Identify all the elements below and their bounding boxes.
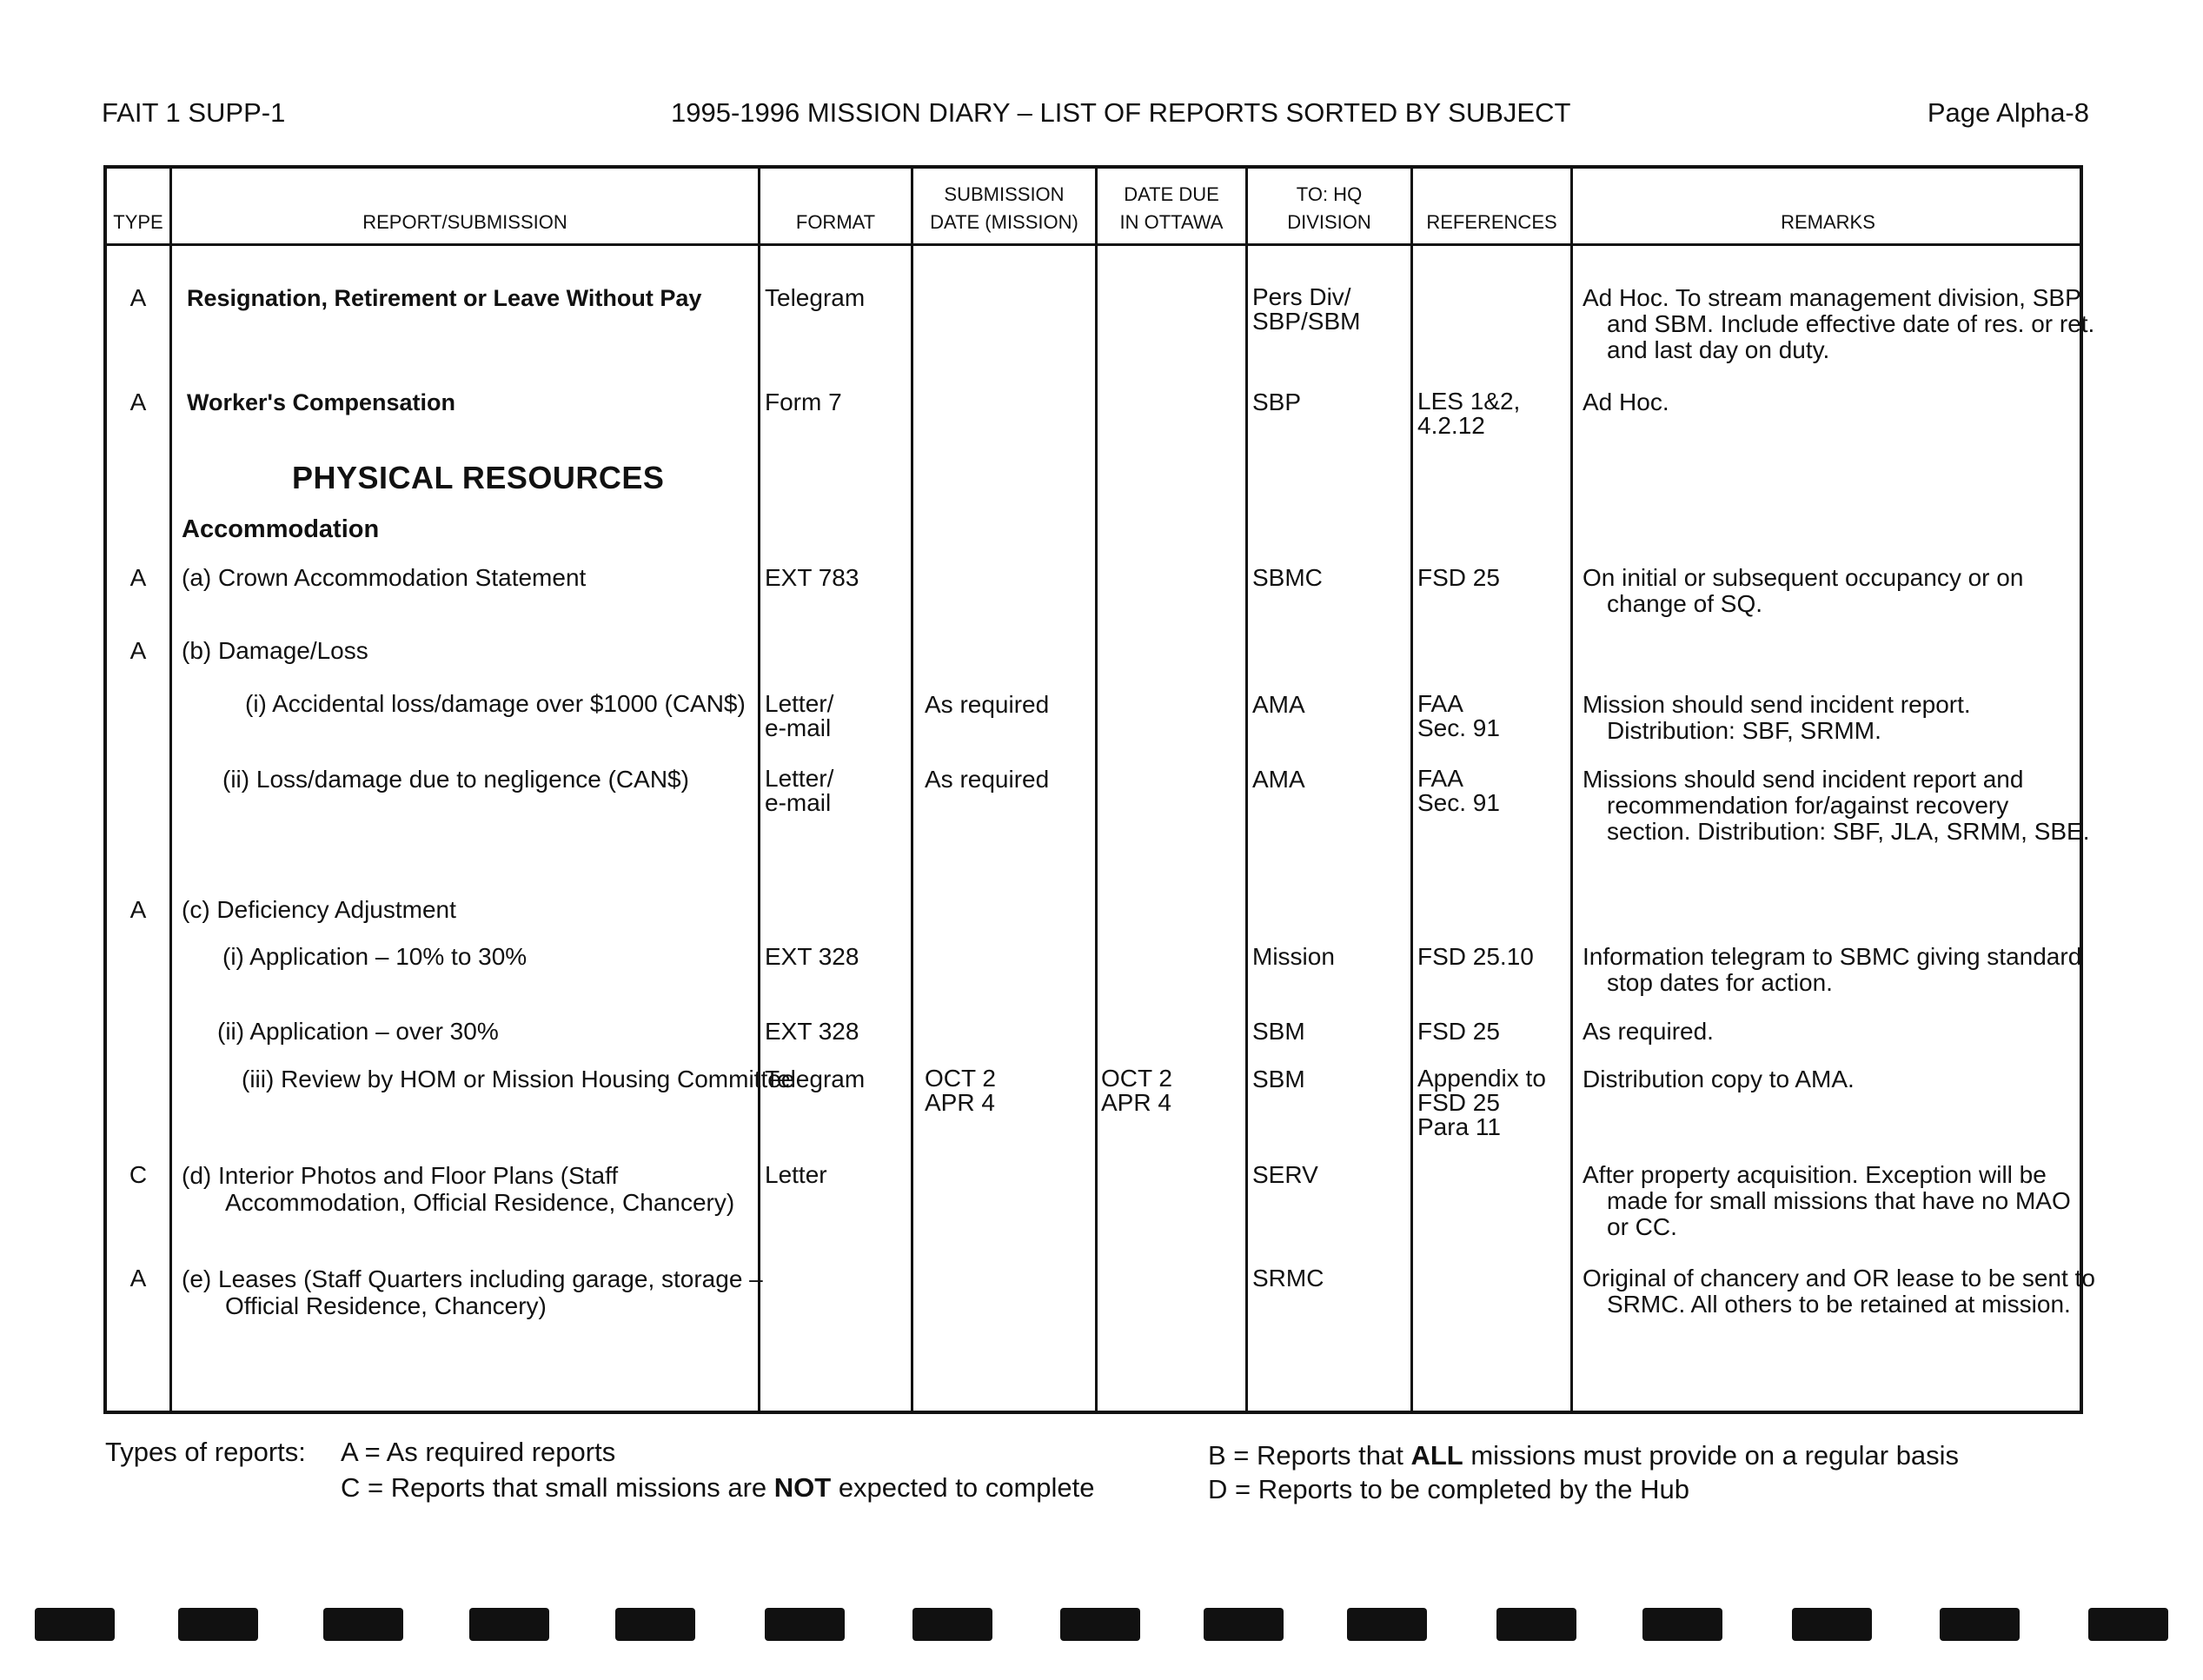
legend-type-c: C = Reports that small missions are NOT expected to complete	[341, 1472, 1095, 1503]
row-type: A	[129, 896, 147, 923]
row-format: Telegram	[765, 1066, 866, 1092]
row-report: (i) Accidental loss/damage over $1000 (CAN$)	[245, 690, 746, 717]
col-header-hq-division: TO: HQ DIVISION	[1287, 183, 1371, 233]
row-hq-division: AMA	[1252, 691, 1305, 718]
row-format: EXT 328	[765, 1018, 859, 1045]
legend-type-b: B = Reports that ALL missions must provide on a regular basis	[1208, 1440, 1960, 1471]
punch-mark	[1642, 1608, 1722, 1641]
col-header-submission-date: SUBMISSION DATE (MISSION)	[930, 183, 1078, 233]
row-hq-division: SERV	[1252, 1161, 1318, 1188]
row-format: Letter/ e-mail	[765, 765, 834, 816]
row-type: A	[129, 388, 147, 415]
row-date-due: OCT 2 APR 4	[1101, 1065, 1172, 1116]
subheading: Accommodation	[182, 515, 380, 543]
row-references: FSD 25	[1417, 1018, 1500, 1045]
row-type: A	[129, 637, 147, 664]
row-report: (i) Application – 10% to 30%	[222, 943, 528, 970]
punch-mark	[1496, 1608, 1576, 1641]
punch-mark	[912, 1608, 992, 1641]
legend-type-a: A = As required reports	[341, 1437, 616, 1467]
reports-table	[103, 165, 2095, 1414]
column-divider	[1245, 169, 1248, 1411]
row-format: Form 7	[765, 388, 842, 415]
row-report: (a) Crown Accommodation Statement	[182, 564, 587, 591]
document-title: 1995-1996 MISSION DIARY – LIST OF REPORTS SORTED BY SUBJECT	[671, 97, 1571, 128]
row-report: (ii) Loss/damage due to negligence (CAN$)	[222, 766, 689, 793]
row-hq-division: SBMC	[1252, 564, 1323, 591]
row-submission-date: OCT 2 APR 4	[925, 1065, 996, 1116]
row-type: A	[129, 284, 147, 311]
row-report: Resignation, Retirement or Leave Without Pay	[187, 285, 702, 311]
punch-mark	[323, 1608, 403, 1641]
row-remarks: On initial or subsequent occupancy or on change of SQ.	[1583, 564, 2024, 617]
row-remarks: Ad Hoc. To stream management division, SBP and SBM. Include effective date of res. or ret. and last day on duty.	[1583, 284, 2095, 363]
row-hq-division: Pers Div/ SBP/SBM	[1252, 283, 1361, 335]
col-header-remarks: REMARKS	[1781, 211, 1875, 233]
col-header-report: REPORT/SUBMISSION	[362, 211, 567, 233]
column-divider	[1095, 169, 1098, 1411]
row-report: Worker's Compensation	[187, 389, 455, 415]
row-remarks: Missions should send incident report and recommendation for/against recovery section. Distribution: SBF, JLA, SRMM, SBE.	[1583, 766, 2090, 845]
row-hq-division: SBP	[1252, 388, 1302, 415]
row-type: A	[129, 1265, 147, 1292]
row-references: Appendix to FSD 25 Para 11	[1417, 1065, 1546, 1140]
row-hq-division: Mission	[1252, 943, 1335, 970]
punch-mark	[765, 1608, 845, 1641]
row-submission-date: As required	[925, 691, 1050, 718]
row-report: (ii) Application – over 30%	[217, 1018, 499, 1045]
punch-mark	[178, 1608, 258, 1641]
column-divider	[758, 169, 760, 1411]
row-references: FSD 25.10	[1417, 943, 1534, 970]
row-hq-division: AMA	[1252, 766, 1305, 793]
row-report: (e) Leases (Staff Quarters including garage, storage – Official Residence, Chancery)	[182, 1265, 763, 1319]
row-references: LES 1&2, 4.2.12	[1417, 388, 1521, 439]
punch-mark	[1347, 1608, 1427, 1641]
row-hq-division: SRMC	[1252, 1265, 1324, 1292]
row-report: (iii) Review by HOM or Mission Housing Committee	[242, 1066, 795, 1092]
page-number: Page Alpha-8	[1927, 97, 2089, 128]
row-remarks: Information telegram to SBMC giving standard stop dates for action.	[1583, 943, 2082, 996]
section-heading: PHYSICAL RESOURCES	[292, 460, 665, 495]
row-type: C	[129, 1161, 148, 1188]
header-divider	[107, 243, 2080, 246]
row-report: (c) Deficiency Adjustment	[182, 896, 456, 923]
punch-mark	[615, 1608, 695, 1641]
row-format: EXT 328	[765, 943, 859, 970]
column-divider	[1410, 169, 1413, 1411]
row-references: FSD 25	[1417, 564, 1500, 591]
row-hq-division: SBM	[1252, 1018, 1305, 1045]
legend-type-d: D = Reports to be completed by the Hub	[1208, 1474, 1690, 1504]
row-submission-date: As required	[925, 766, 1050, 793]
punch-mark	[2088, 1608, 2168, 1641]
column-divider	[911, 169, 913, 1411]
row-references: FAA Sec. 91	[1417, 690, 1500, 741]
row-references: FAA Sec. 91	[1417, 765, 1500, 816]
column-divider	[1570, 169, 1573, 1411]
row-format: Letter/ e-mail	[765, 690, 834, 741]
row-remarks: Ad Hoc.	[1583, 388, 1669, 415]
legend-label: Types of reports:	[105, 1437, 306, 1467]
col-header-type: TYPE	[113, 211, 163, 233]
punch-mark	[1060, 1608, 1140, 1641]
punch-mark	[1792, 1608, 1872, 1641]
row-remarks: After property acquisition. Exception will be made for small missions that have no MAO or CC.	[1583, 1161, 2071, 1240]
row-remarks: Mission should send incident report. Distribution: SBF, SRMM.	[1583, 691, 1971, 744]
row-format: Letter	[765, 1161, 827, 1188]
row-report: (d) Interior Photos and Floor Plans (Staff Accommodation, Official Residence, Chancery)	[182, 1162, 735, 1216]
col-header-format: FORMAT	[795, 211, 876, 233]
document-code: FAIT 1 SUPP-1	[102, 97, 286, 128]
row-format: Telegram	[765, 284, 866, 311]
row-remarks: As required.	[1583, 1018, 1714, 1045]
row-format: EXT 783	[765, 564, 859, 591]
punch-mark	[1940, 1608, 2020, 1641]
col-header-date-due: DATE DUE IN OTTAWA	[1119, 183, 1224, 233]
col-header-references: REFERENCES	[1426, 211, 1557, 233]
punch-mark	[469, 1608, 549, 1641]
row-remarks: Distribution copy to AMA.	[1583, 1066, 1855, 1092]
row-hq-division: SBM	[1252, 1066, 1305, 1092]
row-type: A	[129, 564, 147, 591]
row-remarks: Original of chancery and OR lease to be sent to SRMC. All others to be retained at mission.	[1583, 1265, 2095, 1318]
column-divider	[169, 169, 172, 1411]
punch-mark	[1204, 1608, 1284, 1641]
punch-mark	[35, 1608, 115, 1641]
row-report: (b) Damage/Loss	[182, 637, 368, 664]
